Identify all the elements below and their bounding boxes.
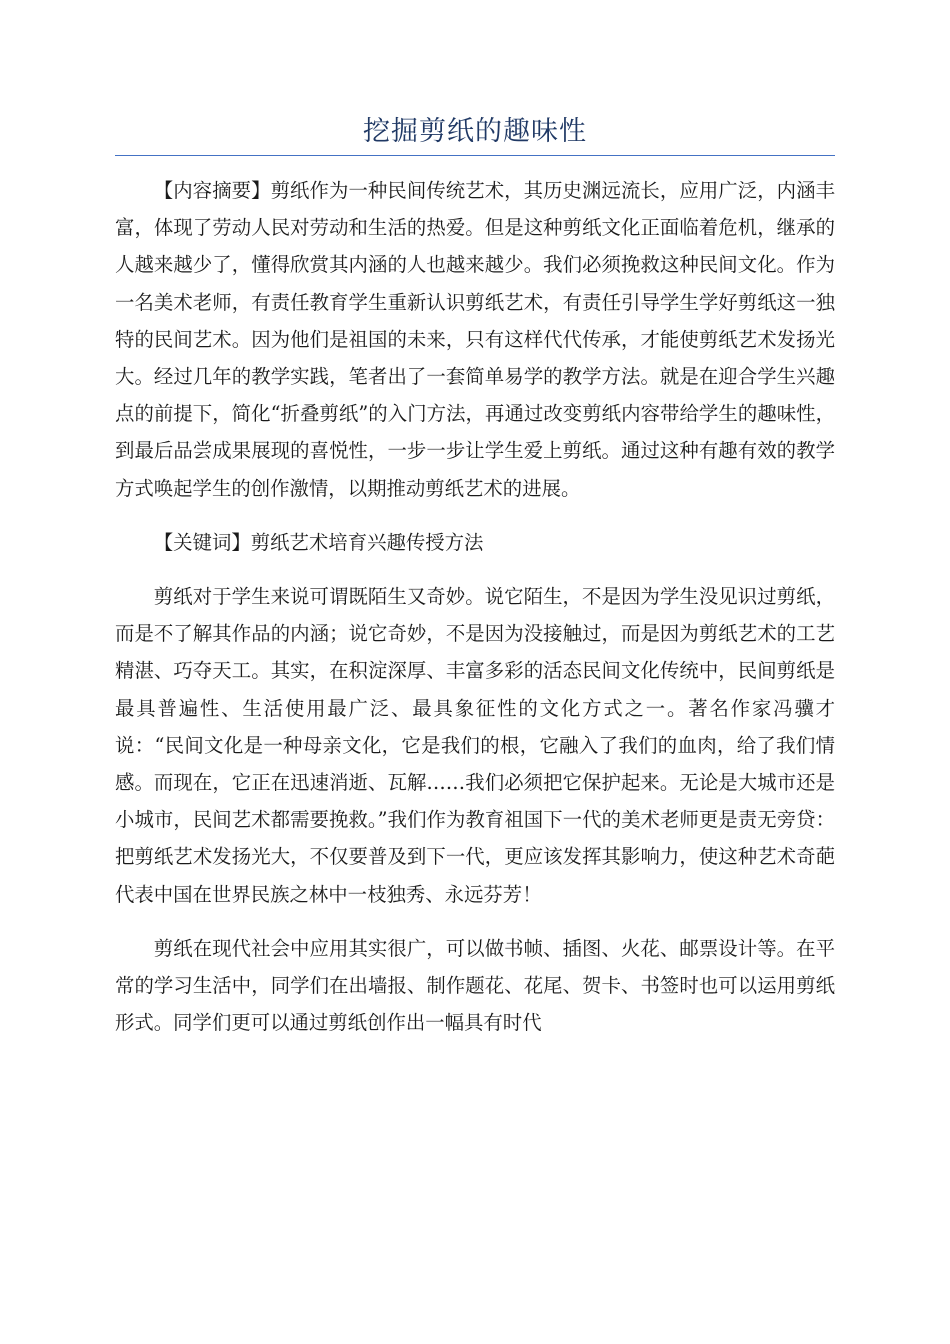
document-body [115,172,835,1058]
body-paragraph: 剪纸在现代社会中应用其实很广，可以做书帧、插图、火花、邮票设计等。在平常的学习生活中，同学们在出墙报、制作题花、花尾、贺卡、书签时也可以运用剪纸形式。同学们更可以通过剪纸创作出一幅具有时代 [115,936,835,1035]
title-underline [115,155,835,156]
document-title: 挖掘剪纸的趣味性 [363,116,587,147]
keywords-paragraph: 【关键词】剪纸艺术培育兴趣传授方法 [153,530,484,554]
abstract-paragraph: 【内容摘要】剪纸作为一种民间传统艺术，其历史渊远流长，应用广泛，内涵丰富，体现了劳动人民对劳动和生活的热爱。但是这种剪纸文化正面临着危机，继承的人越来越少了，懂得欣赏其内涵的人也越来越少。我们必须挽救这种民间文化。作为一名美术老师，有责任教育学生重新认识剪纸艺术，有责任引导学生学好剪纸这一独特的民间艺术。因为他们是祖国的未来，只有这样代代传承，才能使剪纸艺术发扬光大。经过几年的教学实践，笔者出了一套简单易学的教学方法。就是在迎合学生兴趣点的前提下，简化“折叠剪纸”的入门方法，再通过改变剪纸内容带给学生的趣味性，到最后品尝成果展现的喜悦性，一步一步让学生爱上剪纸。通过这种有趣有效的教学方式唤起学生的创作激情，以期推动剪纸艺术的进展。 [115,179,835,500]
body-paragraph: 剪纸对于学生来说可谓既陌生又奇妙。说它陌生，不是因为学生没见识过剪纸，而是不了解其作品的内涵；说它奇妙，不是因为没接触过，而是因为剪纸艺术的工艺精湛、巧夺天工。其实，在积淀深厚、丰富多彩的活态民间文化传统中，民间剪纸是最具普遍性、生活使用最广泛、最具象征性的文化方式之一。著名作家冯骥才说：“民间文化是一种母亲文化，它是我们的根，它融入了我们的血肉，给了我们情感。而现在，它正在迅速消逝、瓦解……我们必须把它保护起来。无论是大城市还是小城市，民间艺术都需要挽救。”我们作为教育祖国下一代的美术老师更是责无旁贷：把剪纸艺术发扬光大，不仅要普及到下一代，更应该发挥其影响力，使这种艺术奇葩代表中国在世界民族之林中一枝独秀、永远芬芳！ [115,585,835,906]
